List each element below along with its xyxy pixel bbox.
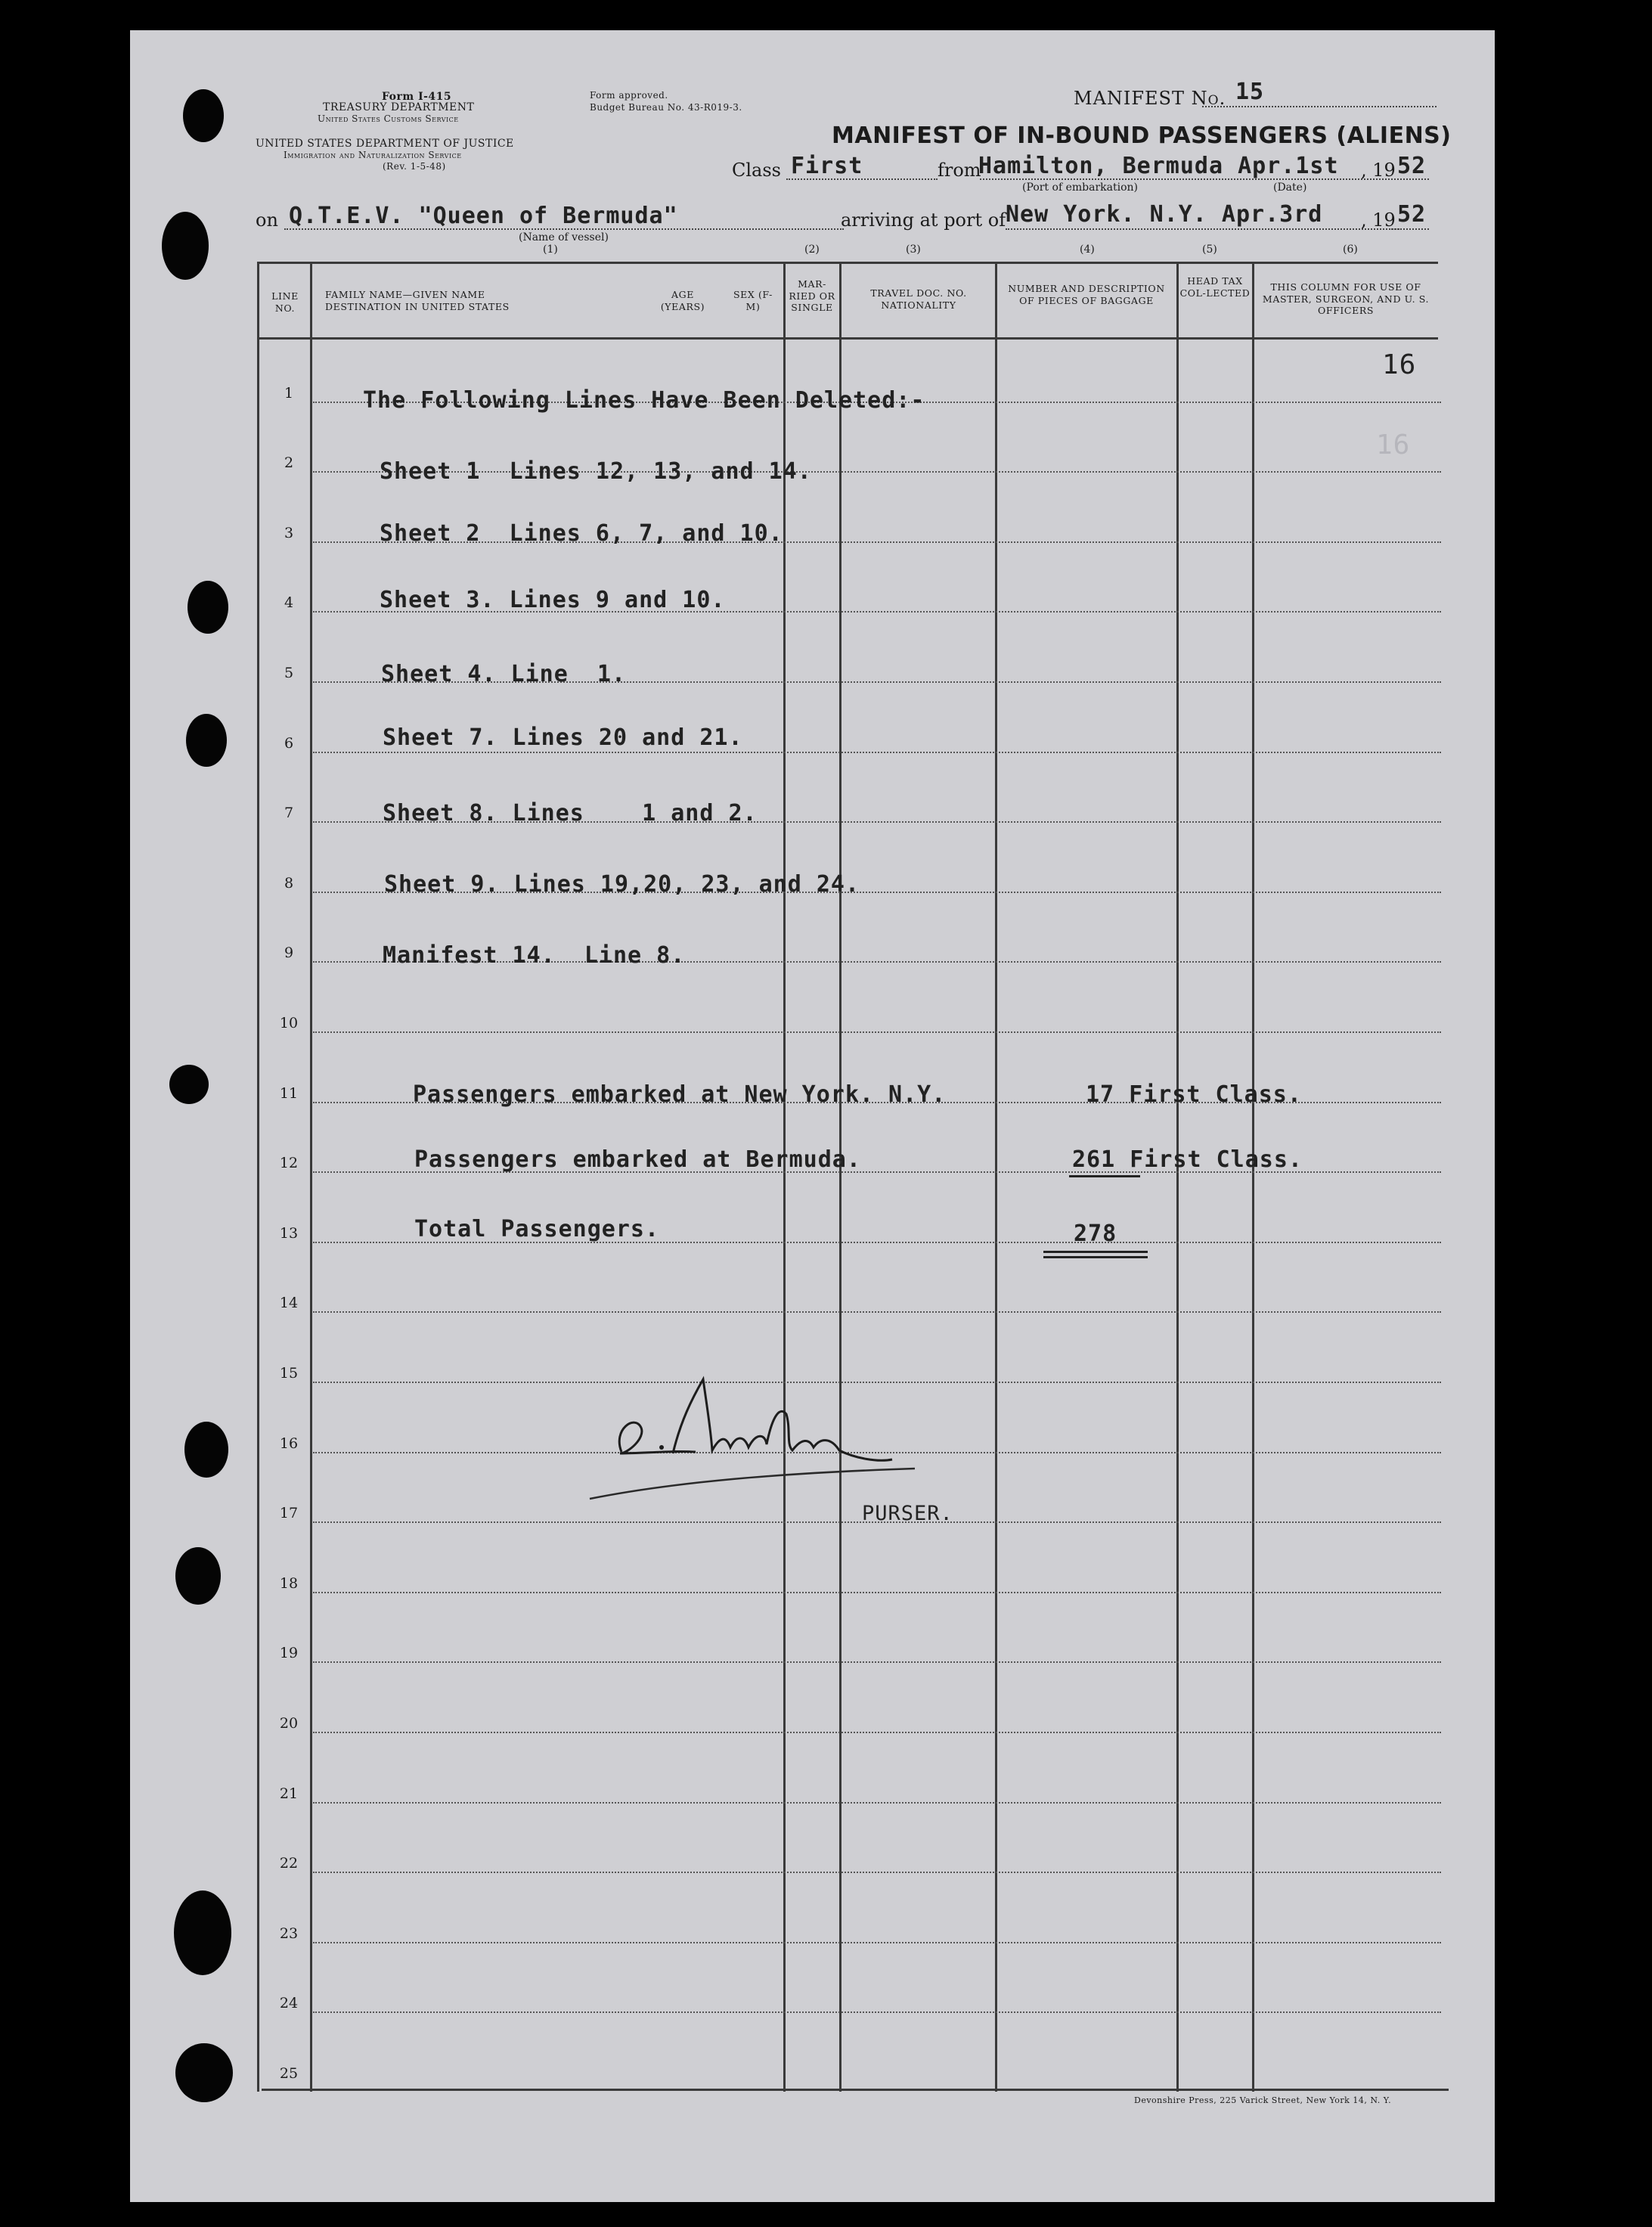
col-header-head-tax: HEAD TAX COL-LECTED bbox=[1179, 275, 1251, 299]
manifest-sheet bbox=[130, 30, 1495, 2202]
col-header-line-no: LINE NO. bbox=[271, 290, 299, 314]
punch-hole bbox=[169, 1065, 209, 1104]
purser-signature bbox=[582, 1369, 960, 1505]
married-left-divider bbox=[783, 262, 786, 2092]
embarked-bermuda: Passengers embarked at Bermuda. bbox=[414, 1146, 861, 1173]
line-number: 19 bbox=[279, 1645, 299, 1662]
total-double-underline bbox=[1043, 1256, 1148, 1258]
line-number: 14 bbox=[279, 1295, 299, 1312]
deletion-entry: Sheet 4. Line 1. bbox=[381, 661, 627, 687]
line-number: 1 bbox=[284, 384, 294, 402]
deletion-entry: Sheet 8. Lines 1 and 2. bbox=[383, 800, 758, 827]
col-number-5: (5) bbox=[1202, 243, 1217, 256]
doj-heading: UNITED STATES DEPARTMENT OF JUSTICE bbox=[256, 138, 514, 150]
baggage-right-divider bbox=[1176, 262, 1179, 2092]
manifest-number: 15 bbox=[1235, 79, 1265, 105]
deletion-entry: Sheet 2 Lines 6, 7, and 10. bbox=[380, 520, 783, 547]
row-rule bbox=[313, 1031, 1441, 1033]
col-header-married: MAR-RIED OR SINGLE bbox=[789, 278, 835, 314]
embarked-bermuda-count: 261 First Class. bbox=[1072, 1146, 1303, 1173]
line-number: 15 bbox=[279, 1365, 299, 1382]
row-rule bbox=[313, 1732, 1441, 1733]
col-header-travel-doc: TRAVEL DOC. NO. NATIONALITY bbox=[870, 287, 967, 311]
arriving-year-prefix: , 19 bbox=[1361, 209, 1396, 231]
vessel-value: Q.T.E.V. "Queen of Bermuda" bbox=[289, 203, 678, 229]
ins-heading: Immigration and Naturalization Service bbox=[284, 150, 462, 160]
class-label: Class bbox=[732, 160, 781, 181]
punch-hole bbox=[175, 1547, 221, 1605]
arriving-label: arriving at port of bbox=[841, 209, 1006, 231]
officer-mark-faint: 16 bbox=[1376, 430, 1411, 461]
row-rule bbox=[313, 1942, 1441, 1943]
line-number: 16 bbox=[279, 1435, 299, 1452]
year-prefix: , 19 bbox=[1361, 160, 1396, 181]
purser-title: PURSER. bbox=[862, 1502, 953, 1525]
table-left-border bbox=[257, 262, 259, 2092]
punch-hole bbox=[183, 89, 224, 142]
date-caption: (Date) bbox=[1273, 181, 1307, 194]
manifest-title: MANIFEST OF IN-BOUND PASSENGERS (ALIENS) bbox=[832, 123, 1452, 149]
form-approved: Form approved. bbox=[590, 90, 668, 101]
punch-hole bbox=[162, 212, 209, 280]
arriving-value: New York. N.Y. Apr.3rd bbox=[1006, 201, 1323, 228]
punch-hole bbox=[174, 1890, 231, 1975]
budget-bureau: Budget Bureau No. 43-R019-3. bbox=[590, 102, 742, 113]
embarked-new-york: Passengers embarked at New York. N.Y. bbox=[413, 1081, 947, 1108]
deleted-heading: The Following Lines Have Been Deleted:- bbox=[363, 387, 925, 414]
manifest-no-label: MANIFEST No. bbox=[1074, 88, 1226, 109]
line-number: 5 bbox=[284, 665, 294, 681]
line-number: 9 bbox=[284, 944, 294, 962]
row-rule bbox=[313, 1311, 1441, 1313]
col-header-officers: THIS COLUMN FOR USE OF MASTER, SURGEON, AND U. S. OFFICERS bbox=[1262, 281, 1430, 317]
port-caption: (Port of embarkation) bbox=[1022, 181, 1138, 194]
total-underline bbox=[1043, 1251, 1148, 1253]
line-number: 13 bbox=[279, 1224, 299, 1242]
headtax-right-divider bbox=[1252, 262, 1254, 2092]
deletion-entry: Manifest 14. Line 8. bbox=[383, 942, 686, 969]
row-rule bbox=[313, 1802, 1441, 1804]
col-header-baggage: NUMBER AND DESCRIPTION OF PIECES OF BAGGAGE bbox=[1008, 283, 1165, 306]
line-number: 3 bbox=[284, 524, 294, 541]
vessel-caption-number: (1) bbox=[543, 243, 558, 256]
col-header-age: AGE (YEARS) bbox=[660, 289, 705, 312]
punch-hole bbox=[184, 1422, 228, 1478]
row-rule bbox=[313, 1872, 1441, 1873]
line-number: 7 bbox=[284, 805, 294, 822]
line-number: 25 bbox=[279, 2065, 299, 2082]
travel-right-divider bbox=[995, 262, 997, 2092]
col-number-6: (6) bbox=[1343, 243, 1358, 256]
punch-hole bbox=[186, 714, 227, 767]
total-passengers-count: 278 bbox=[1074, 1221, 1117, 1247]
row-rule bbox=[313, 752, 1441, 753]
row-rule bbox=[313, 1592, 1441, 1593]
year-field bbox=[1391, 178, 1429, 180]
form-number: Form I-415 bbox=[382, 91, 452, 103]
punch-hole bbox=[175, 2043, 233, 2102]
line-number: 17 bbox=[279, 1505, 299, 1522]
line-number: 22 bbox=[279, 1855, 299, 1872]
customs-service: United States Customs Service bbox=[318, 113, 459, 124]
officer-mark: 16 bbox=[1382, 349, 1417, 380]
col-number-4: (4) bbox=[1080, 243, 1095, 256]
deletion-entry: Sheet 1 Lines 12, 13, and 14. bbox=[380, 458, 812, 485]
col-header-destination: DESTINATION IN UNITED STATES bbox=[325, 301, 510, 312]
line-number: 21 bbox=[279, 1785, 299, 1802]
count-underline bbox=[1069, 1175, 1140, 1177]
revision: (Rev. 1-5-48) bbox=[383, 161, 446, 172]
table-top-border bbox=[257, 262, 1438, 264]
col-header-name: FAMILY NAME—GIVEN NAME bbox=[325, 289, 485, 300]
embarked-new-york-count: 17 First Class. bbox=[1086, 1081, 1302, 1108]
deletion-entry: Sheet 7. Lines 20 and 21. bbox=[383, 724, 743, 751]
married-right-divider bbox=[839, 262, 841, 2092]
line-number: 11 bbox=[279, 1084, 299, 1102]
on-label: on bbox=[256, 209, 278, 231]
arriving-year-value: 52 bbox=[1397, 201, 1427, 228]
row-rule bbox=[313, 2011, 1441, 2013]
line-number: 18 bbox=[279, 1574, 299, 1592]
line-number: 24 bbox=[279, 1995, 299, 2012]
row-rule bbox=[313, 1661, 1441, 1663]
total-passengers-label: Total Passengers. bbox=[414, 1216, 660, 1242]
line-number: 20 bbox=[279, 1715, 299, 1732]
arriving-year-field bbox=[1391, 228, 1429, 230]
punch-hole bbox=[188, 581, 228, 634]
manifest-no-field bbox=[1202, 106, 1437, 107]
line-number: 12 bbox=[279, 1155, 299, 1172]
line-number: 6 bbox=[284, 734, 294, 752]
from-value: Hamilton, Bermuda Apr.1st bbox=[978, 153, 1339, 179]
col-header-sex: SEX (F-M) bbox=[733, 289, 773, 312]
vessel-caption: (Name of vessel) bbox=[519, 231, 609, 243]
col-number-2: (2) bbox=[804, 243, 820, 256]
arriving-field bbox=[1006, 228, 1402, 230]
deletion-entry: Sheet 9. Lines 19,20, 23, and 24. bbox=[384, 871, 860, 898]
line-number: 23 bbox=[279, 1925, 299, 1942]
class-value: First bbox=[791, 153, 863, 179]
col-number-3: (3) bbox=[906, 243, 921, 256]
line-number: 8 bbox=[284, 874, 294, 892]
printer-footer: Devonshire Press, 225 Varick Street, New York 14, N. Y. bbox=[1134, 2095, 1392, 2105]
deletion-entry: Sheet 3. Lines 9 and 10. bbox=[380, 587, 726, 613]
header-bottom-border bbox=[257, 337, 1438, 340]
line-number: 4 bbox=[284, 594, 294, 612]
treasury-department: TREASURY DEPARTMENT bbox=[323, 101, 475, 113]
from-label: from bbox=[938, 160, 981, 181]
line-number: 10 bbox=[279, 1015, 299, 1031]
table-bottom-border bbox=[262, 2089, 1449, 2091]
year-value: 52 bbox=[1397, 153, 1427, 179]
line-number: 2 bbox=[284, 454, 294, 472]
